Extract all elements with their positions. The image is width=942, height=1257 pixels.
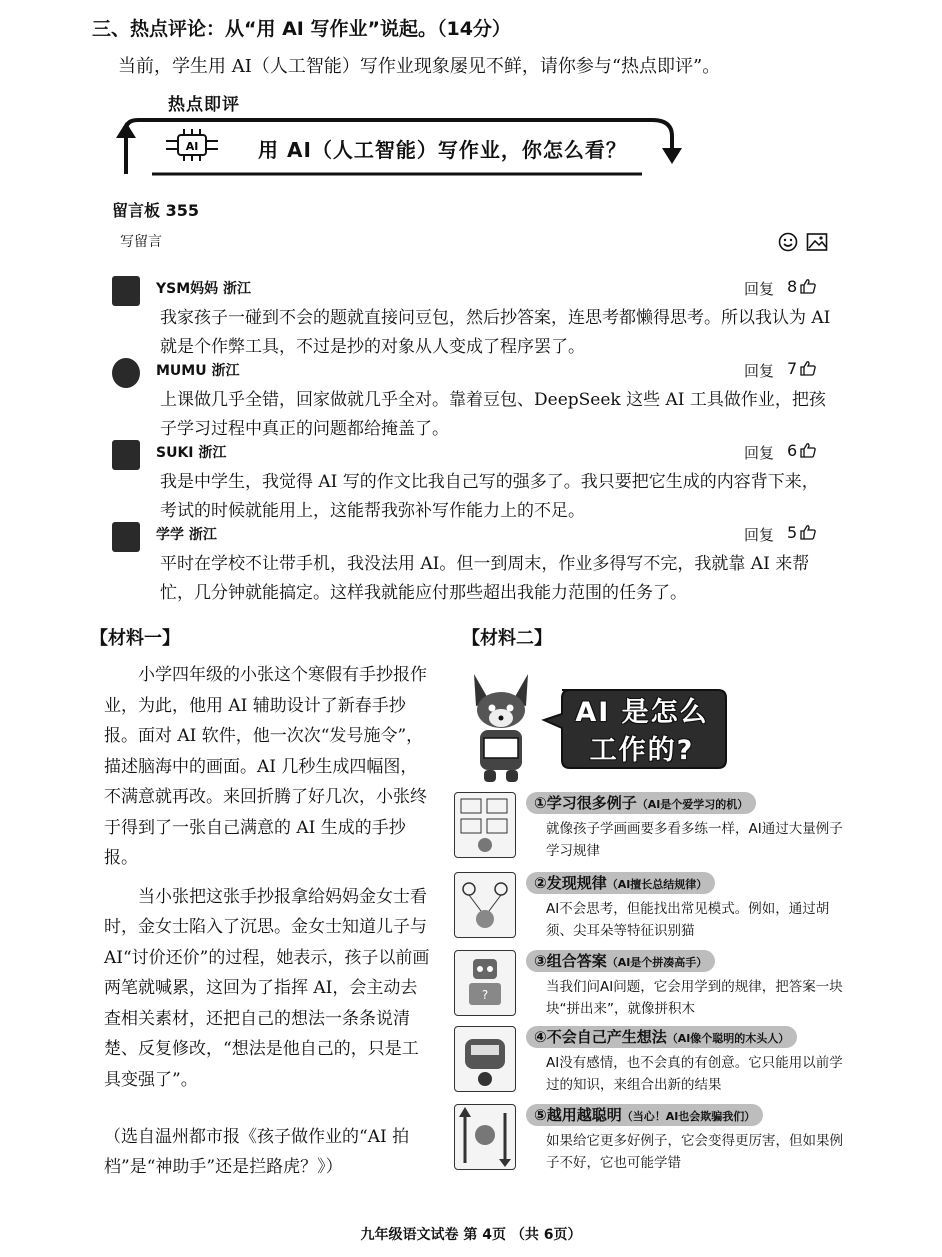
step-description: AI不会思考，但能找出常见模式。例如，通过胡须、尖耳朵等特征识别猫 [546,901,830,939]
examples-grid-icon [454,792,516,858]
avatar [112,276,140,306]
step-learn-examples [454,792,844,862]
comment-user: MUMU 浙江 [156,363,240,379]
step-title: ⑤越用越聪明（当心！AI也会欺骗我们） [526,1104,763,1126]
step-title: ④不会自己产生想法（AI像个聪明的木头人） [526,1026,797,1048]
comment-item [112,358,832,444]
comment-item [112,522,832,608]
step-description: AI没有感情，也不会真的有创意。它只能用以前学过的知识，来组合出新的结果 [546,1055,843,1093]
step-combine-answers [454,950,844,1020]
step-subtitle: （AI像个聪明的木头人） [666,1032,790,1045]
page-footer: 九年级语文试卷 第 4页 （共 6页） [360,1227,582,1243]
comment-text: 我家孩子一碰到不会的题就直接问豆包，然后抄答案，连思考都懒得思考。所以我认为 AI 就是个作弊工具，不过是抄的对象从人变成了程序罢了。 [160,308,831,357]
step-description: 当我们问AI问题，它会用学到的规律，把答案一块块“拼出来”，就像拼积木 [546,979,843,1017]
emoji-icon[interactable] [778,232,798,252]
step-subtitle: （当心！AI也会欺骗我们） [621,1110,756,1123]
growth-arrows-icon [454,1104,516,1170]
comment-user: SUKI 浙江 [156,445,227,461]
avatar [112,440,140,470]
banner-label: 热点即评 [168,95,240,115]
step-no-own-ideas [454,1026,844,1096]
thumbs-up-icon[interactable] [800,360,816,376]
step-title: ②发现规律（AI擅长总结规律） [526,872,715,894]
ai-chip-text: AI [185,140,199,153]
write-comment-link[interactable]: 写留言 [120,234,162,250]
comment-text: 上课做几乎全错，回家做就几乎全对。靠着豆包、DeepSeek 这些 AI 工具做作业，把孩子学习过程中真正的问题都给掩盖了。 [160,390,826,439]
like-count: 6 [787,441,798,460]
step-subtitle: （AI是个拼凑高手） [606,956,708,969]
material-one-paragraph-1: 小学四年级的小张这个寒假有手抄报作业，为此，他用 AI 辅助设计了新春手抄报。面对 AI 软件，他一次次“发号施令”，描述脑海中的画面。AI 几秒生成四幅图，不满意就再改。来回折腾了好几次，小张终于得到了一张自己满意的 AI 生成的手抄报。 [104,665,427,868]
step-title: ①学习很多例子（AI是个爱学习的机） [526,792,756,814]
comment-text: 平时在学校不让带手机，我没法用 AI。但一到周末，作业多得写不完，我就靠 AI 来帮忙，几分钟就能搞定。这样我就能应付那些超出我能力范围的任务了。 [160,554,810,603]
reply-button[interactable]: 回复 [744,526,775,544]
question-intro: 当前，学生用 AI（人工智能）写作业现象屡见不鲜，请你参与“热点即评”。 [118,56,721,77]
image-icon[interactable] [806,232,828,252]
ai-head-icon [454,1026,516,1092]
comment-user: 学学 浙江 [156,527,217,543]
step-find-patterns [454,872,844,942]
material-two-heading: 【材料二】 [462,628,552,649]
material-one-text [104,660,430,1103]
comment-item [112,440,832,526]
step-smarter-with-use [454,1104,844,1174]
like-count: 5 [787,523,798,542]
material-one-heading: 【材料一】 [90,628,180,649]
comment-item [112,276,832,362]
speech-bubble-line-2: 工作的? [589,735,695,766]
step-subtitle: （AI擅长总结规律） [606,878,708,891]
speech-bubble-title [562,694,722,770]
step-description: 就像孩子学画画要多看多练一样，AI通过大量例子学习规律 [546,821,843,859]
avatar [112,358,140,388]
fox-mascot-icon [466,672,536,784]
ai-chip-icon [160,127,224,163]
comment-user: YSM妈妈 浙江 [156,281,252,297]
reply-button[interactable]: 回复 [744,280,775,298]
question-title: 三、热点评论：从“用 AI 写作业”说起。（14分） [92,18,511,40]
pattern-diagram-icon [454,872,516,938]
speech-bubble-line-1: AI 是怎么 [575,697,709,728]
thumbs-up-icon[interactable] [800,524,816,540]
thumbs-up-icon[interactable] [800,278,816,294]
step-title: ③组合答案（AI是个拼凑高手） [526,950,715,972]
reply-button[interactable]: 回复 [744,362,775,380]
avatar [112,522,140,552]
banner-question: 用 AI（人工智能）写作业，你怎么看？ [258,138,627,162]
like-count: 7 [787,359,798,378]
like-count: 8 [787,277,798,296]
comment-text: 我是中学生，我觉得 AI 写的作文比我自己写的强多了。我只要把它生成的内容背下来，考试的时候就能用上，这能帮我弥补写作能力上的不足。 [160,472,819,521]
material-one-source: （选自温州都市报《孩子做作业的“AI 拍档”是“神助手”还是拦路虎？》） [104,1127,410,1177]
message-board-title: 留言板 355 [112,201,199,220]
material-one-paragraph-2: 当小张把这张手抄报拿给妈妈金女士看时，金女士陷入了沉思。金女士知道儿子与 AI“讨价还价”的过程，她表示，孩子以前画两笔就喊累，这回为了指挥 AI，会主动去查相关素材，还把自己的想法一条条说清楚、反复修改，“想法是他自己的，只是工具变强了”。 [104,886,430,1090]
step-subtitle: （AI是个爱学习的机） [636,798,749,811]
svg-text:?: ? [481,988,489,1002]
thumbs-up-icon[interactable] [800,442,816,458]
reply-button[interactable]: 回复 [744,444,775,462]
step-description: 如果给它更多好例子，它会变得更厉害，但如果例子不好，它也可能学错 [546,1133,843,1171]
robot-puzzle-icon [454,950,516,1016]
